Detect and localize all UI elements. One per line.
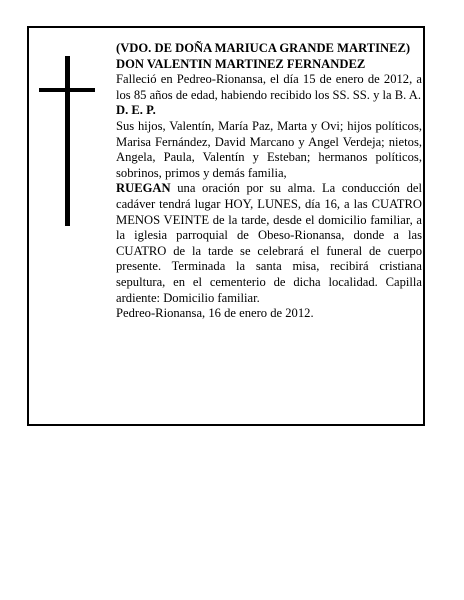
- widower-title: (VDO. DE DOÑA MARIUCA GRANDE MARTINEZ): [116, 41, 411, 55]
- dep-label: D. E. P.: [116, 103, 156, 118]
- funeral-paragraph: [116, 181, 422, 306]
- funeral-details: una oración por su alma. La conducción del cadáver tendrá lugar HOY, LUNES, día 16, a las CUATRO MENOS VEINTE de la tarde, desde el domicilio familiar, a la iglesia parroquial de Obeso-Rionansa, donde a las CUATRO de la tarde se celebrará el funeral de cuerpo presente. Terminada la santa misa, recibirá cristiana sepultura, en el cementerio de dicha localidad. Capilla ardiente: Domicilio familiar.: [116, 181, 422, 305]
- family-list: Sus hijos, Valentín, María Paz, Marta y Ovi; hijos políticos, Marisa Fernández, David Marcano y Angel Verdeja; nietos, Angela, Paula, Valentín y Esteban; hermanos políticos, sobrinos, primos y demás familia,: [116, 118, 422, 180]
- death-statement: Falleció en Pedreo-Rionansa, el día 15 de enero de 2012, a los 85 años de edad, habiendo recibido los SS. SS. y la B. A.: [116, 72, 422, 102]
- obituary-text: [116, 41, 422, 322]
- cross-horizontal-bar: [39, 88, 95, 92]
- place-date: Pedreo-Rionansa, 16 de enero de 2012.: [116, 306, 314, 321]
- cross-vertical-bar: [65, 56, 70, 226]
- obituary-notice: [27, 26, 425, 426]
- deceased-name: DON VALENTIN MARTINEZ FERNANDEZ: [116, 56, 366, 71]
- ruegan-label: RUEGAN: [116, 181, 171, 196]
- cross-icon: [39, 56, 95, 226]
